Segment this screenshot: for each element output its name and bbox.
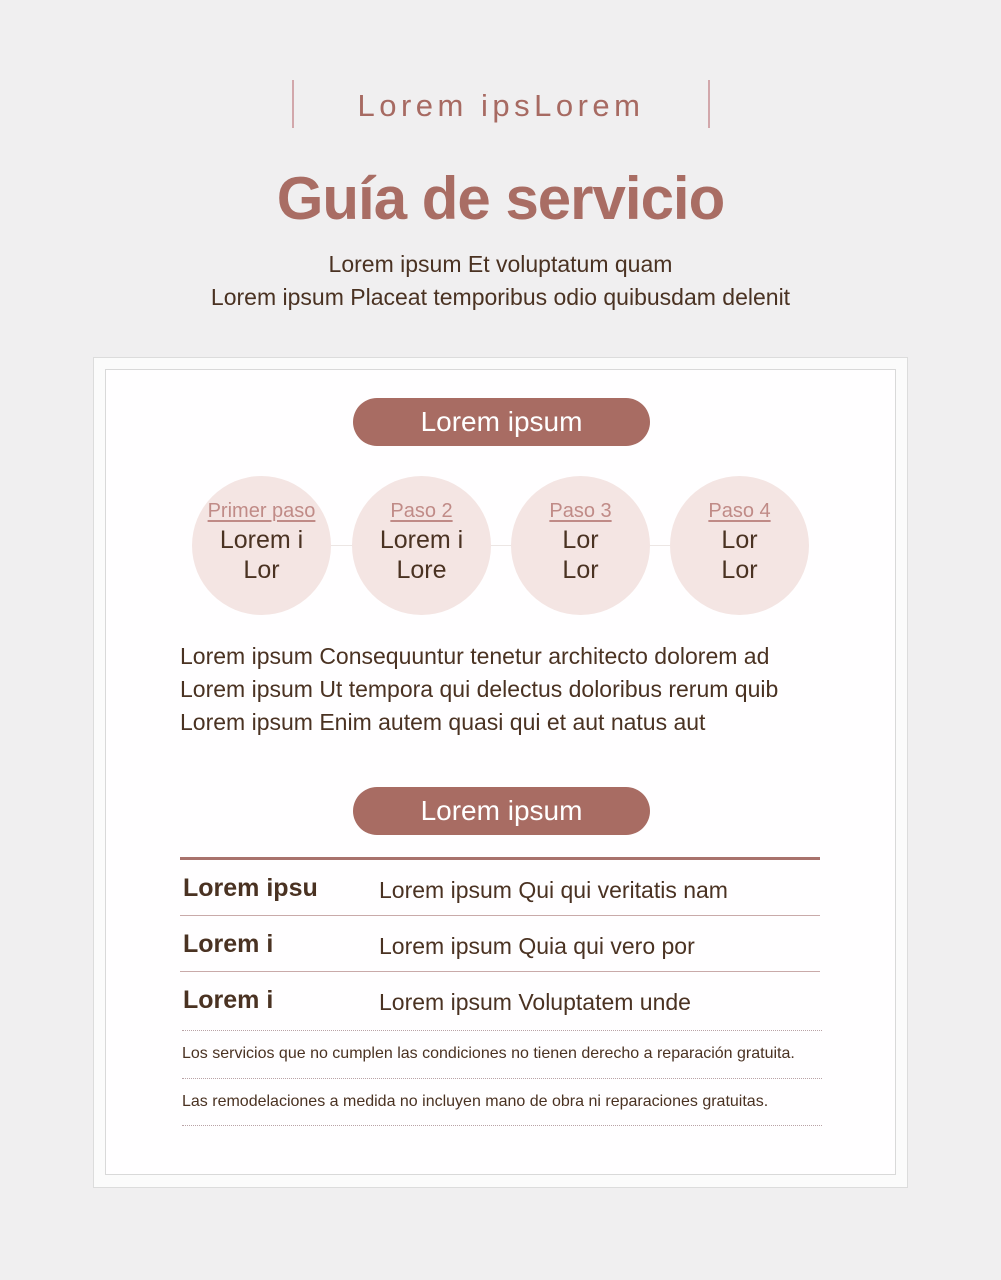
step-label: Paso 4: [708, 500, 771, 522]
description-line: Lorem ipsum Consequuntur tenetur architecto dolorem ad: [180, 643, 770, 669]
row-value: Lorem ipsum Voluptatem unde: [379, 989, 691, 1015]
step-text-line: Lor: [243, 556, 280, 584]
eyebrow-text: Lorem ipsLorem: [357, 88, 645, 123]
step-text-line: Lorem i: [379, 526, 464, 554]
row-value: Lorem ipsum Quia qui vero por: [379, 933, 695, 959]
description-line: Lorem ipsum Ut tempora qui delectus doloribus rerum quib: [180, 676, 779, 702]
row-key: Lorem i: [183, 986, 274, 1014]
note-item: Los servicios que no cumplen las condiciones no tienen derecho a reparación gratuita.: [182, 1030, 822, 1078]
service-card-frame: [93, 357, 908, 1188]
table-row: [180, 972, 820, 1028]
step-circle-1: [192, 476, 331, 615]
table-row: [180, 860, 820, 916]
section-pill-process: Lorem ipsum: [353, 398, 650, 446]
step-circle-3: [511, 476, 650, 615]
page-subtitle: [0, 248, 1001, 314]
page-title: Guía de servicio: [276, 165, 725, 232]
right-divider: [708, 80, 710, 128]
step-text-line: Lor: [562, 526, 599, 554]
step-text-line: Lor: [721, 556, 758, 584]
row-key: Lorem i: [183, 930, 274, 958]
details-table: [180, 857, 820, 1028]
service-card: [105, 369, 896, 1175]
step-circle-4: [670, 476, 809, 615]
process-description: [180, 640, 840, 739]
note-item: Las remodelaciones a medida no incluyen mano de obra ni reparaciones gratuitas.: [182, 1078, 822, 1126]
step-text-line: Lorem i: [219, 526, 304, 554]
step-text-line: Lor: [721, 526, 758, 554]
description-line: Lorem ipsum Enim autem quasi qui et aut natus aut: [180, 709, 706, 735]
step-circle-2: [352, 476, 491, 615]
process-steps: [192, 476, 810, 616]
row-key: Lorem ipsu: [183, 874, 318, 902]
subtitle-line: Lorem ipsum Placeat temporibus odio quibusdam delenit: [210, 284, 791, 310]
table-row: [180, 916, 820, 972]
step-label: Paso 2: [390, 500, 453, 522]
step-label: Paso 3: [549, 500, 612, 522]
step-text-line: Lor: [562, 556, 599, 584]
eyebrow-heading: [292, 80, 710, 128]
section-pill-details: Lorem ipsum: [353, 787, 650, 835]
terms-notes: [182, 1030, 822, 1126]
subtitle-line: Lorem ipsum Et voluptatum quam: [328, 251, 673, 277]
step-label: Primer paso: [207, 500, 316, 522]
step-text-line: Lore: [396, 556, 447, 584]
row-value: Lorem ipsum Qui qui veritatis nam: [379, 877, 728, 903]
